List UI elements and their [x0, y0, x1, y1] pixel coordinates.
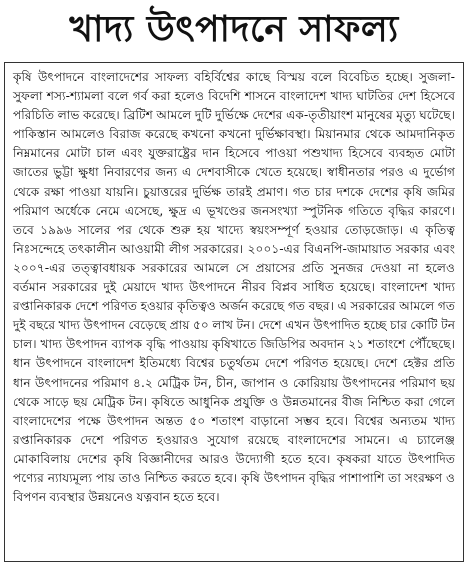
article-title: খাদ্য উৎপাদনে সাফল্য	[69, 9, 399, 50]
title-block	[0, 4, 468, 62]
article-body-text: কৃষি উৎপাদনে বাংলাদেশের সাফল্য বহির্বিশ্বের কাছে বিস্ময় বলে বিবেচিত হচ্ছে। সুজলা-সুফলা শস্য-শ্যামলা বলে গর্ব করা হলেও বিদেশি শাসনে বাংলাদেশ খাদ্য ঘাটতির দেশ হিসেবে পরিচিতি লাভ করেছে। ব্রিটিশ আমলে দুটি দুর্ভিক্ষে দেশের এক-তৃতীয়াংশ মানুষের মৃত্যু ঘটেছে। পাকিস্তান আমলেও বিরাজ করেছে কখনো কখনো দুর্ভিক্ষাবস্থা। মিয়ানমার থেকে আমদানিকৃত নিম্নমানের মোটা চাল এবং যুক্তরাষ্ট্রের দান হিসেবে পাওয়া পশুখাদ্য হিসেবে ব্যবহৃত মোটা জাতের ভুট্টা ক্ষুধা নিবারণের জন্য এ দেশবাসীকে খেতে হয়েছে। স্বাধীনতার পরও এ দুর্ভোগ থেকে রক্ষা পাওয়া যায়নি। চুয়াত্তরের দুর্ভিক্ষ তারই প্রমাণ। গত চার দশকে দেশের কৃষি জমির পরিমাণ অর্ধেকে নেমে এসেছে, ক্ষুদ্র এ ভূখণ্ডের জনসংখ্যা স্পুটনিক গতিতে বৃদ্ধির কারণে। তবে ১৯৯৬ সালের পর থেকে শুরু হয় খাদ্যে স্বয়ংসম্পূর্ণ হওয়ার তোড়জোড়। এ কৃতিত্ব নিঃসন্দেহে তৎকালীন আওয়ামী লীগ সরকারের। ২০০১-এর বিএনপি-জামায়াত সরকার এবং ২০০৭-এর তত্ত্বাবধায়ক সরকারের আমলে সে প্রয়াসের প্রতি সুনজর দেওয়া না হলেও বর্তমান সরকারের দুই মেয়াদে খাদ্য উৎপাদনে নীরব বিপ্লব সাধিত হয়েছে। বাংলাদেশ খাদ্য রপ্তানিকারক দেশে পরিণত হওয়ার কৃতিত্বও অর্জন করেছে গত বছর। এ সরকারের আমলে গত দুই বছরে খাদ্য উৎপাদন বেড়েছে প্রায় ৫০ লাখ টন। দেশে এখন উৎপাদিত হচ্ছে চার কোটি টন চাল। খাদ্য উৎপাদন ব্যাপক বৃদ্ধি পাওয়ায় কৃষিখাতে জিডিপির অবদান ২১ শতাংশে পৌঁছেছে। ধান উৎপাদনে বাংলাদেশ ইতিমধ্যে বিশ্বের চতুর্থতম দেশে পরিণত হয়েছে। দেশে হেক্টর প্রতি ধান উৎপাদনের পরিমাণ ৪.২ মেট্রিক টন, চীন, জাপান ও কোরিয়ায় উৎপাদনের পরিমাণ ছয় থেকে সাড়ে ছয় মেট্রিক টন। কৃষিতে আধুনিক প্রযুক্তি ও উন্নতমানের বীজ নিশ্চিত করা গেলে বাংলাদেশের পক্ষে উৎপাদন অন্তত ৫০ শতাংশ বাড়ানো সম্ভব হবে। বিশ্বের অন্যতম খাদ্য রপ্তানিকারক দেশে পরিণত হওয়ারও সুযোগ রয়েছে বাংলাদেশের সামনে। এ চ্যালেঞ্জ মোকাবিলায় দেশের কৃষি বিজ্ঞানীদের আরও উদ্যোগী হতে হবে। কৃষকরা যাতে উৎপাদিত পণ্যের ন্যায্যমূল্য পায় তাও নিশ্চিত করতে হবে। কৃষি উৎপাদন বৃদ্ধির পাশাপাশি তা সংরক্ষণ ও বিপণন ব্যবস্থার উন্নয়নেও যত্নবান হতে হবে।	[13, 70, 455, 505]
article-body-box	[4, 62, 464, 562]
